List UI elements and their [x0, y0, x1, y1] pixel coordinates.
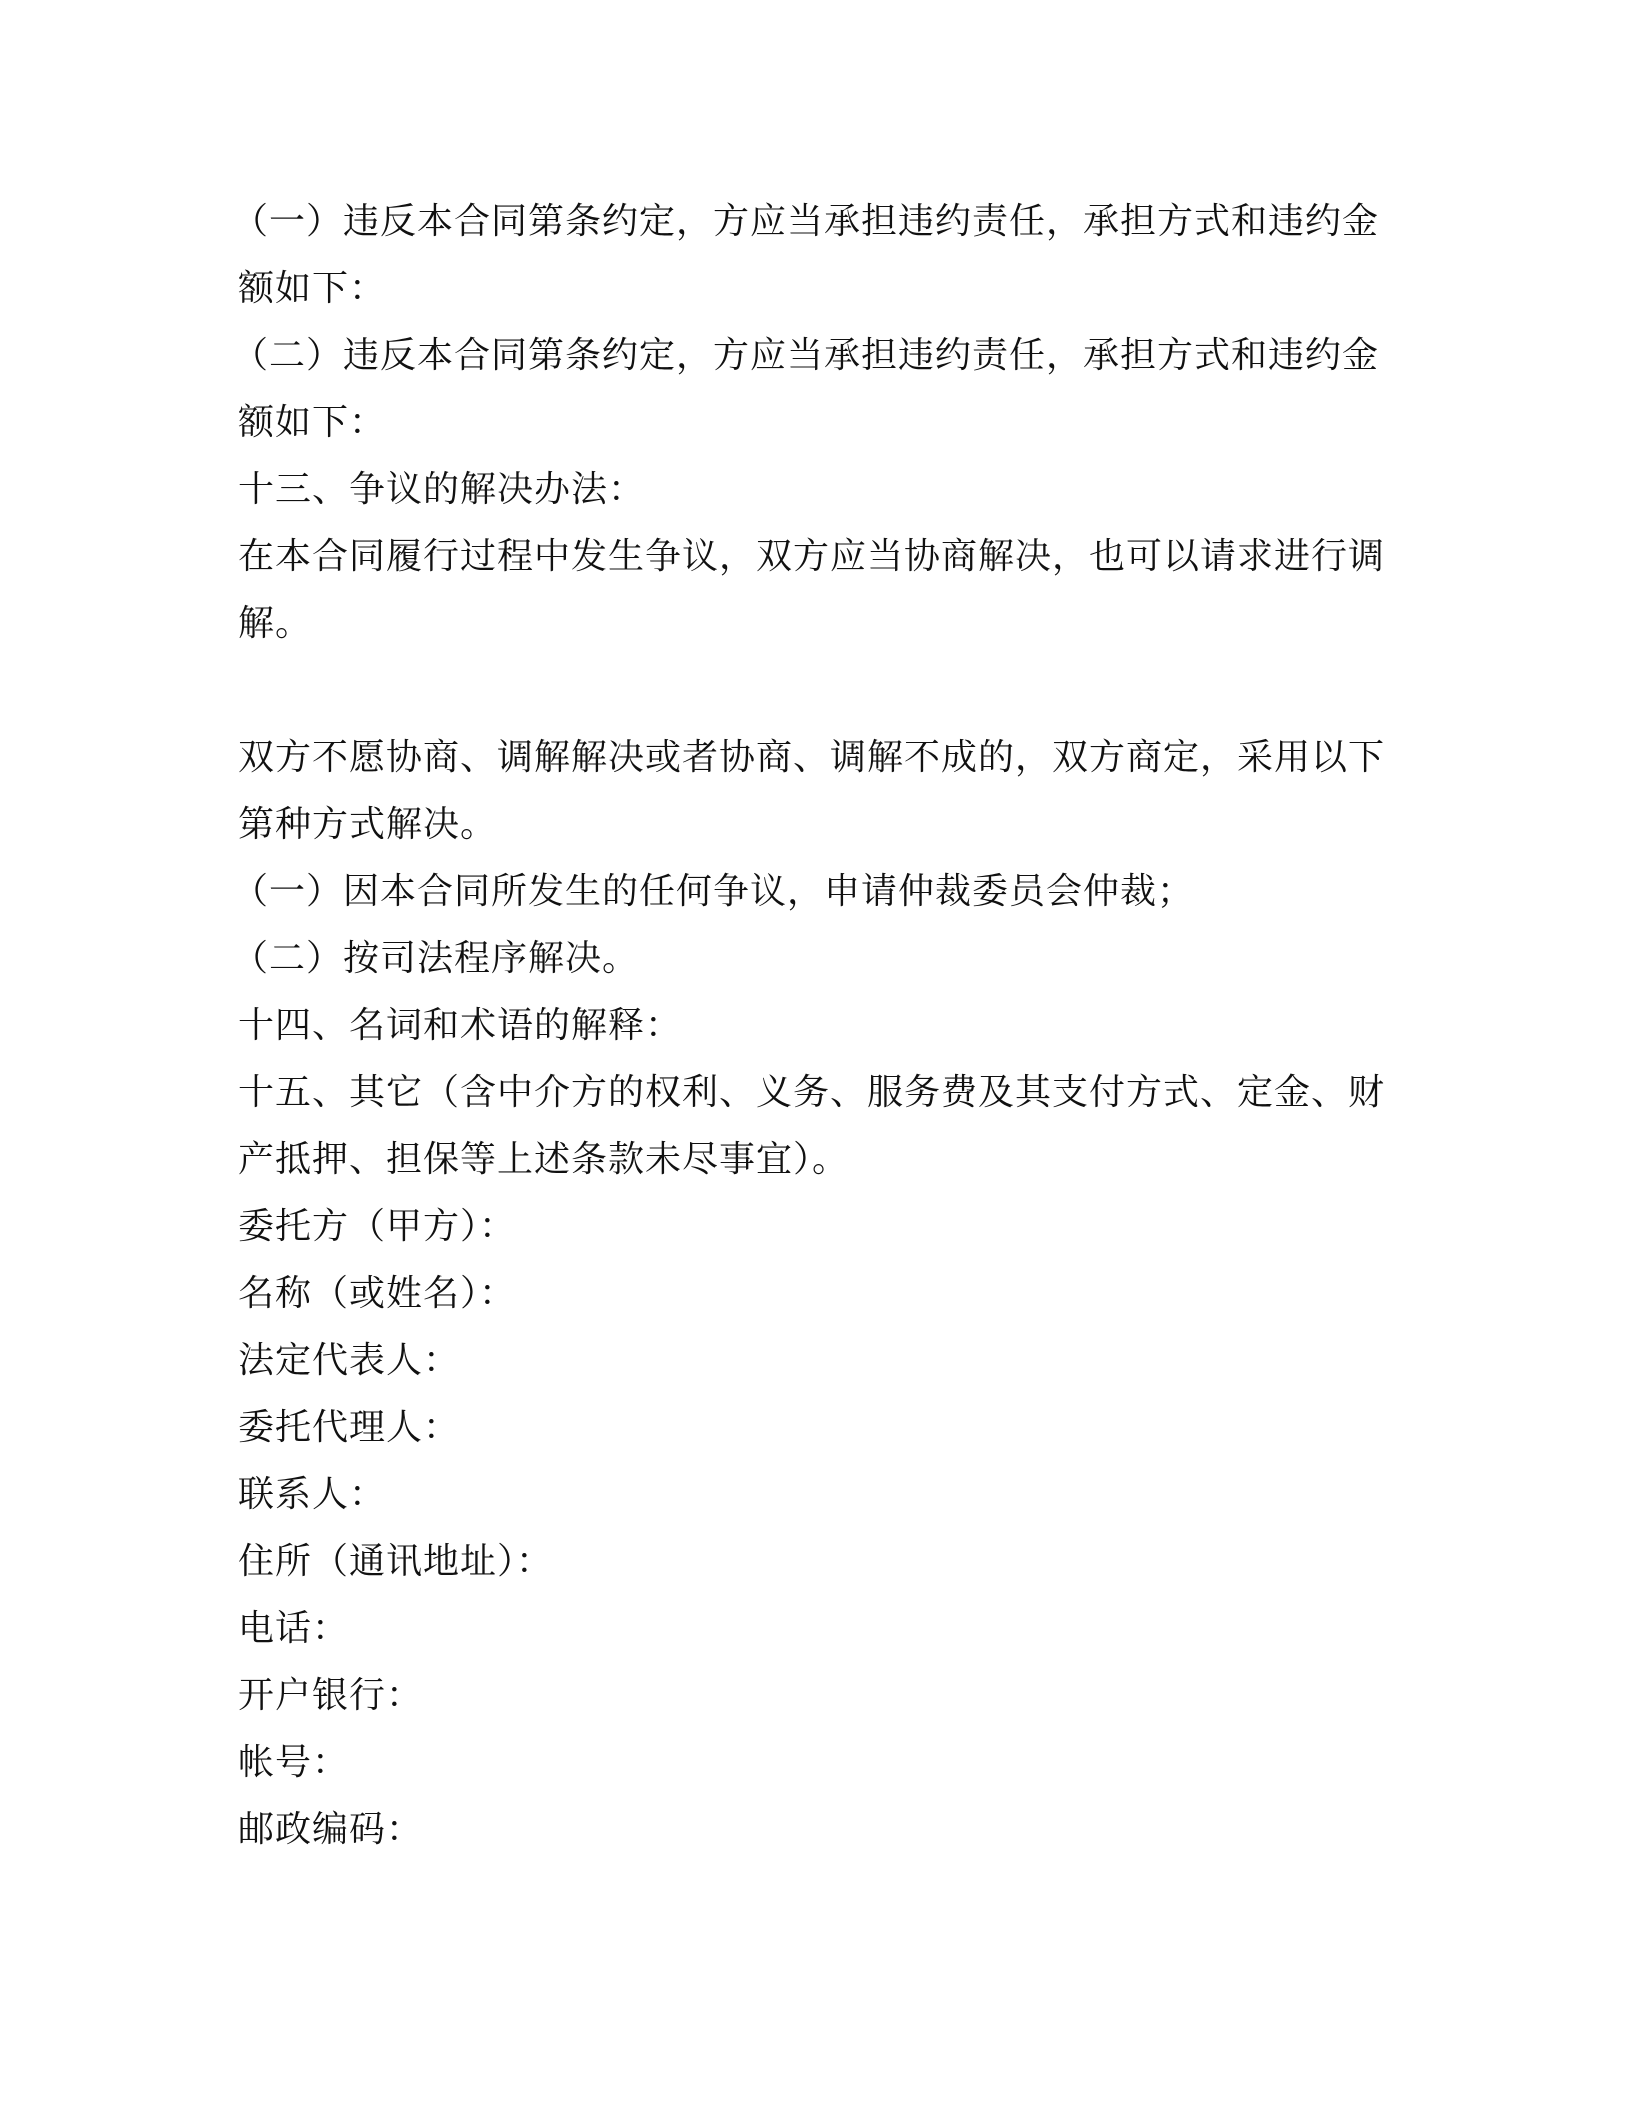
field-account-number: 帐号： — [238, 1742, 350, 1783]
section-14-heading: 十四、名词和术语的解释： — [238, 1005, 683, 1046]
clause-breach-1-line-1: （一）违反本合同第条约定，方应当承担违约责任，承担方式和违约金 — [232, 201, 1380, 242]
resolution-paragraph-line-1: 双方不愿协商、调解解决或者协商、调解不成的，双方商定，采用以下 — [238, 737, 1386, 778]
section-13-heading: 十三、争议的解决办法： — [238, 469, 646, 510]
clause-breach-2-line-2: 额如下： — [238, 402, 387, 443]
dispute-paragraph-line-1: 在本合同履行过程中发生争议，双方应当协商解决，也可以请求进行调 — [238, 536, 1386, 577]
field-postal-code: 邮政编码： — [238, 1809, 424, 1850]
field-contact-person: 联系人： — [238, 1474, 387, 1515]
dispute-paragraph-line-2: 解。 — [238, 603, 313, 644]
section-15-line-1: 十五、其它（含中介方的权利、义务、服务费及其支付方式、定金、财 — [238, 1072, 1386, 1113]
blank-line — [238, 657, 1398, 724]
resolution-option-arbitration: （一）因本合同所发生的任何争议，申请仲裁委员会仲裁； — [232, 871, 1195, 912]
document-body — [232, 188, 1398, 1863]
field-authorized-agent: 委托代理人： — [238, 1407, 461, 1448]
resolution-option-judicial: （二）按司法程序解决。 — [232, 938, 640, 979]
clause-breach-1-line-2: 额如下： — [238, 268, 387, 309]
field-address: 住所（通讯地址）： — [238, 1541, 554, 1582]
field-client-party-a: 委托方（甲方）： — [238, 1206, 517, 1247]
field-name: 名称（或姓名）： — [238, 1273, 517, 1314]
field-phone: 电话： — [238, 1608, 350, 1649]
field-bank: 开户银行： — [238, 1675, 424, 1716]
field-legal-representative: 法定代表人： — [238, 1340, 461, 1381]
resolution-paragraph-line-2: 第种方式解决。 — [238, 804, 498, 845]
clause-breach-2-line-1: （二）违反本合同第条约定，方应当承担违约责任，承担方式和违约金 — [232, 335, 1380, 376]
section-15-line-2: 产抵押、担保等上述条款未尽事宜）。 — [238, 1139, 850, 1180]
